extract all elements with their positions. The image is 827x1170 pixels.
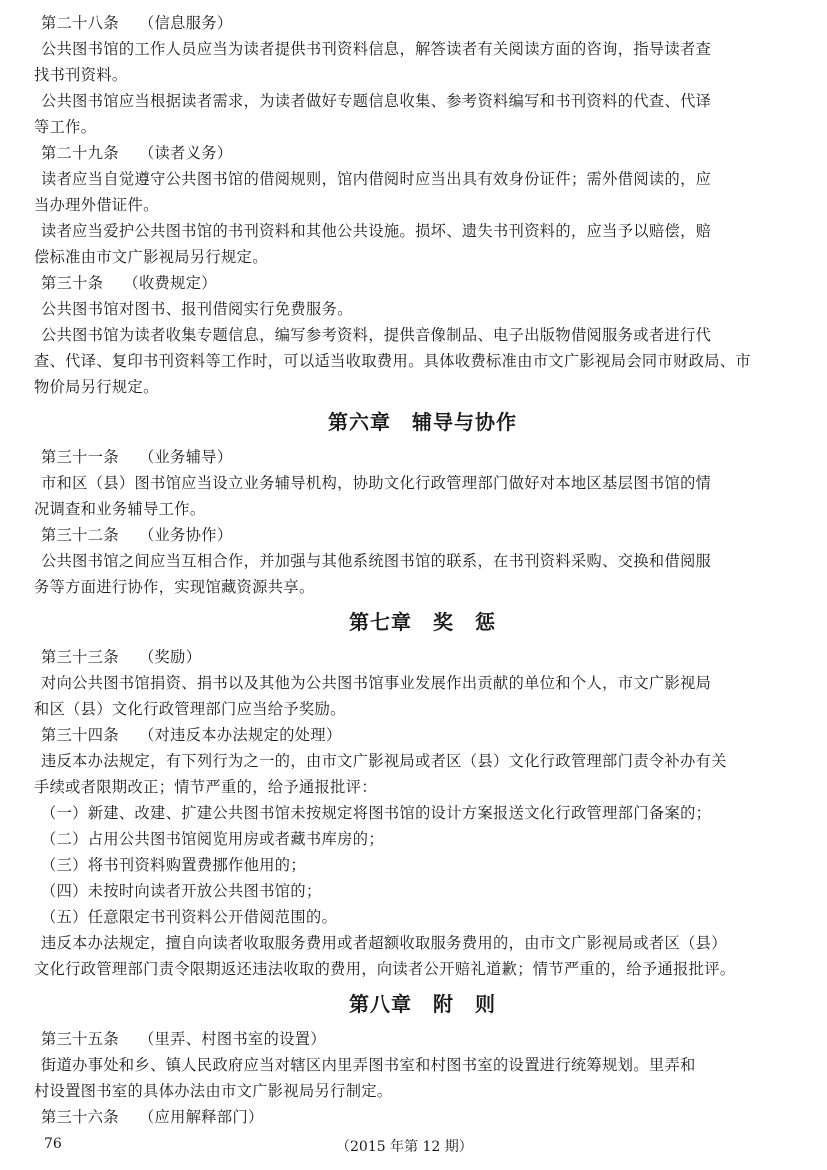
paragraph-line: 市和区（县）图书馆应当设立业务辅导机构，协助文化行政管理部门做好对本地区基层图书馆的情 [41, 474, 712, 492]
article-title: （奖励） [138, 648, 202, 666]
article-number: 第三十一条 [41, 448, 119, 466]
paragraph-line: 当办理外借证件。 [34, 196, 159, 214]
paragraph-line: 公共图书馆为读者收集专题信息，编写参考资料，提供音像制品、电子出版物借阅服务或者进行代 [41, 326, 712, 344]
paragraph-line: 违反本办法规定，有下列行为之一的，由市文广影视局或者区（县）文化行政管理部门责令补办有关 [41, 752, 727, 770]
article-number: 第二十九条 [41, 144, 119, 162]
paragraph-line: 和区（县）文化行政管理部门应当给予奖励。 [34, 700, 346, 718]
paragraph-line: 村设置图书室的具体办法由市文广影视局另行制定。 [34, 1082, 393, 1100]
article-heading [34, 444, 811, 470]
chapter-heading: 第七章 奖 惩 [349, 610, 496, 634]
paragraph-line: 况调查和业务辅导工作。 [34, 500, 206, 518]
article-title: （应用解释部门） [138, 1108, 264, 1126]
article-number: 第三十四条 [41, 726, 119, 744]
article-heading [34, 10, 811, 36]
paragraph-line: 读者应当爱护公共图书馆的书刊资料和其他公共设施。损坏、遗失书刊资料的，应当予以赔偿，赔 [41, 222, 712, 240]
article-title: （业务辅导） [138, 448, 233, 466]
article-title: （对违反本办法规定的处理） [138, 726, 342, 744]
paragraph-line: 公共图书馆应当根据读者需求，为读者做好专题信息收集、参考资料编写和书刊资料的代查、代译 [41, 92, 712, 110]
paragraph-line: 公共图书馆对图书、报刊借阅实行免费服务。 [41, 300, 353, 318]
list-item: （三）将书刊资料购置费挪作他用的； [41, 856, 306, 874]
article-heading [34, 1026, 811, 1052]
paragraph-line: 对向公共图书馆捐资、捐书以及其他为公共图书馆事业发展作出贡献的单位和个人，市文广影视局 [41, 674, 712, 692]
article-heading [34, 722, 811, 748]
paragraph-line: 公共图书馆的工作人员应当为读者提供书刊资料信息，解答读者有关阅读方面的咨询，指导读者查 [41, 40, 712, 58]
list-item: （四）未按时向读者开放公共图书馆的； [41, 882, 322, 900]
article-heading [34, 644, 811, 670]
issue-label: （2015 年第 12 期） [336, 1139, 473, 1155]
list-item: （二）占用公共图书馆阅览用房或者藏书库房的； [41, 830, 384, 848]
paragraph-line: 查、代译、复印书刊资料等工作时，可以适当收取费用。具体收费标准由市文广影视局会同市财政局、市 [34, 352, 752, 370]
paragraph-line: 手续或者限期改正；情节严重的，给予通报批评： [34, 778, 377, 796]
article-title: （读者义务） [138, 144, 233, 162]
article-heading [34, 1104, 811, 1130]
paragraph-line: 物价局另行规定。 [34, 378, 159, 396]
article-title: （业务协作） [138, 526, 233, 544]
paragraph-line: 务等方面进行协作，实现馆藏资源共享。 [34, 578, 315, 596]
chapter-heading: 第八章 附 则 [349, 992, 496, 1016]
paragraph-line: 读者应当自觉遵守公共图书馆的借阅规则，馆内借阅时应当出具有效身份证件；需外借阅读的，应 [41, 170, 712, 188]
page-number: 76 [44, 1136, 62, 1152]
article-number: 第三十二条 [41, 526, 119, 544]
article-title: （收费规定） [123, 274, 217, 292]
chapter-heading: 第六章 辅导与协作 [328, 410, 517, 434]
article-number: 第三十三条 [41, 648, 119, 666]
article-heading [34, 270, 811, 296]
paragraph-line: 等工作。 [34, 118, 97, 136]
article-title: （里弄、村图书室的设置） [138, 1030, 326, 1048]
list-item: （一）新建、改建、扩建公共图书馆未按规定将图书馆的设计方案报送文化行政管理部门备案的； [41, 804, 712, 822]
article-number: 第三十条 [41, 274, 104, 292]
article-title: （信息服务） [138, 14, 233, 32]
paragraph-line: 违反本办法规定，擅自向读者收取服务费用或者超额收取服务费用的，由市文广影视局或者区（县） [41, 934, 727, 952]
paragraph-line: 偿标准由市文广影视局另行规定。 [34, 248, 268, 266]
article-number: 第二十八条 [41, 14, 119, 32]
paragraph-line: 找书刊资料。 [34, 66, 128, 84]
list-item: （五）任意限定书刊资料公开借阅范围的。 [41, 908, 338, 926]
document-body [34, 10, 811, 1130]
paragraph-line: 文化行政管理部门责令限期返还违法收取的费用，向读者公开赔礼道歉；情节严重的，给予通报批评。 [34, 960, 736, 978]
article-number: 第三十六条 [41, 1108, 119, 1126]
article-heading [34, 140, 811, 166]
paragraph-line: 公共图书馆之间应当互相合作，并加强与其他系统图书馆的联系，在书刊资料采购、交换和借阅服 [41, 552, 712, 570]
article-heading [34, 522, 811, 548]
article-number: 第三十五条 [41, 1030, 119, 1048]
paragraph-line: 街道办事处和乡、镇人民政府应当对辖区内里弄图书室和村图书室的设置进行统筹规划。里弄和 [41, 1056, 696, 1074]
